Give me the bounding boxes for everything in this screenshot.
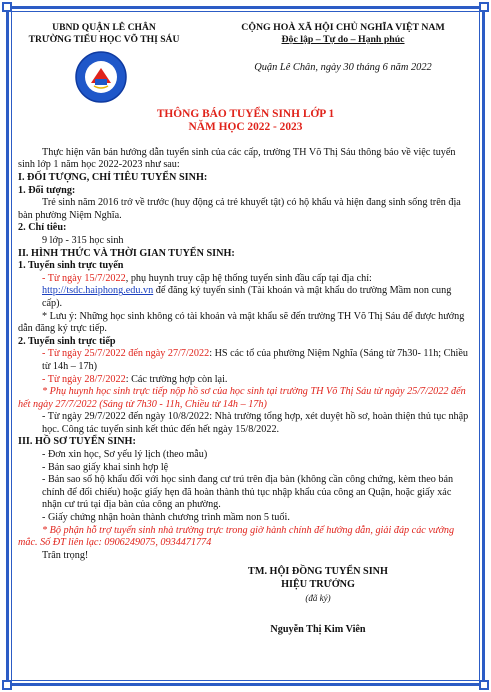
document-item: - Đơn xin học, Sơ yếu lý lịch (theo mẫu) (42, 449, 208, 461)
nation-line-1: CỘNG HOÀ XÃ HỘI CHỦ NGHĨA VIỆT NAM (241, 22, 445, 33)
document-header (18, 18, 473, 73)
quota-text: 9 lớp - 315 học sinh (42, 234, 124, 246)
section-3-heading: III. HỒ SƠ TUYỂN SINH: (18, 436, 136, 448)
signature-title-2: HIỆU TRƯỞNG (281, 579, 355, 590)
border-corner-ornament (479, 680, 489, 690)
signed-note: (đã ký) (305, 592, 331, 603)
border-corner-ornament (479, 2, 489, 12)
section-1-sub-2: 2. Chỉ tiêu: (18, 222, 67, 234)
direct-2-date: - Từ ngày 28/7/2022 (42, 373, 126, 385)
org-line-1: UBND QUẬN LÊ CHÂN (52, 22, 156, 33)
support-note: * Bộ phận hỗ trợ tuyển sinh nhà trường trực trong giờ hành chính để hướng dẫn, giải đáp các vướng mắc. Số ĐT liên lạc: 0906249075, 0934471774 (18, 524, 455, 549)
direct-note: * Phụ huynh học sinh trực tiếp nộp hồ sơ của học sinh tại trường TH Võ Thị Sáu từ ngày 25/7/2022 đến hết ngày 27/7/2022 (Sáng từ 7h30 - 11h, Chiều từ 14h – 17h) (18, 386, 466, 410)
document-item: - Bản sao sổ hộ khẩu đối với học sinh đang cư trú trên địa bàn (không cần công chứng, kèm theo bản chính để đối chiếu) hoặc giấy hẹn đã hoàn thành thủ tục nhập khẩu của công an Quận, hoặc giấy xác nhận cư trú tại địa bàn của công an phường. (42, 474, 454, 511)
intro-paragraph: Thực hiện văn bản hướng dẫn tuyển sinh của các cấp, trường TH Võ Thị Sáu thông báo về việc tuyển sinh lớp 1 năm học 2022-2023 như sau: (18, 146, 456, 171)
section-2-sub-2: 2. Tuyển sinh trực tiếp (18, 335, 116, 347)
direct-1-text: : HS các tổ của phường Niệm Nghĩa (Sáng từ 7h30- 11h; Chiều từ 14h – 17h) (42, 348, 468, 372)
national-motto (218, 22, 468, 46)
document-body (18, 147, 473, 637)
review-date: - Từ ngày 29/7/2022 đến ngày 10/8/2022 (42, 411, 210, 423)
nation-line-2: Độc lập – Tự do – Hạnh phúc (281, 34, 405, 45)
eligibility-text: Trẻ sinh năm 2016 trở về trước (huy động cả trẻ khuyết tật) có hộ khẩu và hiện đang sinh sống trên địa bàn phường Niệm Nghĩa. (18, 197, 461, 221)
direct-registration-1 (18, 348, 473, 373)
signature-title-1: TM. HỘI ĐỒNG TUYỂN SINH (248, 566, 388, 578)
document-title (18, 108, 473, 135)
document-item: - Giấy chứng nhận hoàn thành chương trình mầm non 5 tuổi. (42, 512, 290, 524)
online-registration (18, 273, 473, 311)
school-logo (74, 50, 128, 104)
title-line-1: THÔNG BÁO TUYỂN SINH LỚP 1 (156, 108, 335, 120)
org-line-2: TRƯỜNG TIỂU HỌC VÕ THỊ SÁU (28, 34, 180, 45)
online-text-b: để đăng ký tuyển sinh (Tài khoản và mật khẩu do trường Mầm non cung cấp). (42, 285, 452, 309)
title-line-2: NĂM HỌC 2022 - 2023 (188, 121, 303, 134)
document-item: - Bản sao giấy khai sinh hợp lệ (42, 461, 169, 473)
direct-2-text: : Các trường hợp còn lại. (125, 373, 228, 385)
closing-text: Trân trọng! (42, 549, 89, 561)
review-period (18, 411, 473, 436)
section-1-heading: I. ĐỐI TƯỢNG, CHỈ TIÊU TUYỂN SINH: (18, 172, 208, 183)
border-corner-ornament (2, 680, 12, 690)
section-2-heading: II. HÌNH THỨC VÀ THỜI GIAN TUYỂN SINH: (18, 247, 235, 259)
issuing-organization (24, 22, 184, 46)
section-1-sub-1: 1. Đối tượng: (18, 184, 76, 196)
border-corner-ornament (2, 2, 12, 12)
direct-registration-2 (18, 374, 473, 387)
signer-name: Nguyễn Thị Kim Viên (270, 624, 366, 636)
online-note: * Lưu ý: Những học sinh không có tài khoản và mật khẩu sẽ đến trường TH Võ Thị Sáu để được hướng dẫn đăng ký trực tiếp. (18, 310, 465, 335)
online-text-a: , phụ huynh truy cập hệ thống tuyển sinh đầu cấp tại địa chỉ: (125, 272, 372, 284)
signature-block (188, 566, 448, 636)
review-text: : Nhà trường tổng hợp, xét duyệt hồ sơ, hoàn thiện thủ tục nhập học. Công tác tuyển sinh kết thúc đến hết ngày 15/8/2022. (42, 411, 469, 435)
direct-1-date: - Từ ngày 25/7/2022 đến ngày 27/7/2022 (42, 348, 210, 360)
place-date: Quận Lê Chân, ngày 30 tháng 6 năm 2022 (254, 62, 432, 73)
registration-link[interactable]: http://tsdc.haiphong.edu.vn (42, 285, 154, 297)
online-date: - Từ ngày 15/7/2022 (42, 272, 126, 284)
section-2-sub-1: 1. Tuyển sinh trực tuyến (18, 260, 124, 272)
